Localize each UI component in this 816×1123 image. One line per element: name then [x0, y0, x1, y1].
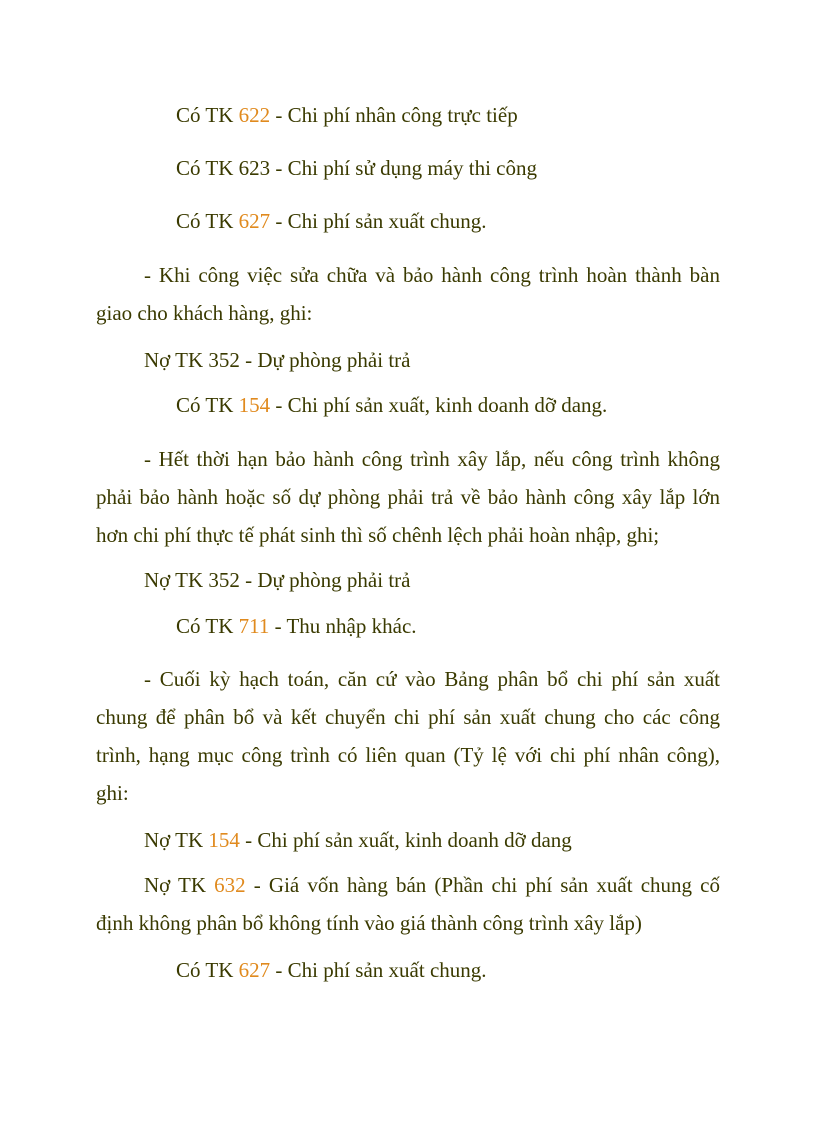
entry-description: - Giá vốn hàng bán (Phần chi phí sản xuất chung cố [245, 873, 720, 897]
entry-prefix: Có TK [176, 393, 239, 417]
paragraph-line: giao cho khách hàng, ghi: [96, 301, 313, 325]
entry-description: - Chi phí sản xuất, kinh doanh dỡ dang. [270, 393, 608, 417]
paragraph-line: - Hết thời hạn bảo hành công trình xây lắp, nếu công trình không [144, 447, 720, 471]
entry-description: - Dự phòng phải trả [239, 348, 411, 372]
paragraph-line: - Khi công việc sửa chữa và bảo hành công trình hoàn thành bàn [144, 263, 720, 287]
paragraph-line: chung để phân bổ và kết chuyển chi phí sản xuất chung cho các công [96, 705, 720, 729]
entry-prefix: Nợ TK [144, 348, 209, 372]
entry-credit-154 [176, 393, 607, 417]
entry-prefix: Nợ TK [144, 828, 209, 852]
entry-credit-623 [176, 156, 537, 180]
entry-credit-711 [176, 614, 417, 638]
entry-debit-352-second [144, 568, 411, 592]
paragraph-line: định không phân bổ không tính vào giá thành công trình xây lắp) [96, 911, 642, 935]
entry-credit-622 [176, 103, 518, 127]
paragraph-line [96, 866, 720, 904]
entry-credit-627 [176, 209, 487, 233]
account-number-link[interactable]: 627 [238, 209, 271, 233]
account-number-link[interactable]: 711 [238, 614, 270, 638]
entry-credit-627-second [176, 958, 487, 982]
account-number-link[interactable]: 632 [214, 873, 246, 897]
paragraph-line: ghi: [96, 781, 129, 805]
entry-prefix: Có TK [176, 614, 239, 638]
account-number-link[interactable]: 627 [238, 958, 271, 982]
entry-debit-154 [144, 828, 572, 852]
entry-description: - Thu nhập khác. [269, 614, 417, 638]
entry-prefix: Có TK [176, 958, 239, 982]
account-number-link[interactable]: 154 [208, 828, 240, 852]
account-number: 623 [238, 156, 271, 180]
entry-description: - Chi phí sản xuất, kinh doanh dỡ dang [239, 828, 572, 852]
account-number: 352 [208, 568, 240, 592]
paragraph-period-end [96, 660, 720, 812]
entry-description: - Dự phòng phải trả [239, 568, 411, 592]
entry-prefix: Có TK [176, 209, 239, 233]
account-number-link[interactable]: 154 [238, 393, 271, 417]
entry-prefix: Nợ TK [144, 568, 209, 592]
paragraph-warranty-expiry [96, 440, 720, 554]
paragraph-line: - Cuối kỳ hạch toán, căn cứ vào Bảng phân bổ chi phí sản xuất [144, 667, 720, 691]
entry-description: - Chi phí sản xuất chung. [270, 209, 487, 233]
paragraph-handover [96, 256, 720, 332]
entry-prefix: Có TK [176, 156, 239, 180]
paragraph-line: trình, hạng mục công trình có liên quan (Tỷ lệ với chi phí nhân công), [96, 743, 720, 767]
entry-prefix: Nợ TK [144, 873, 215, 897]
paragraph-debit-632 [96, 866, 720, 942]
entry-description: - Chi phí sản xuất chung. [270, 958, 487, 982]
paragraph-line: hơn chi phí thực tế phát sinh thì số chênh lệch phải hoàn nhập, ghi; [96, 523, 660, 547]
account-number: 352 [208, 348, 240, 372]
entry-description: - Chi phí sử dụng máy thi công [270, 156, 537, 180]
account-number-link[interactable]: 622 [238, 103, 271, 127]
entry-debit-352 [144, 348, 411, 372]
entry-description: - Chi phí nhân công trực tiếp [270, 103, 518, 127]
entry-prefix: Có TK [176, 103, 239, 127]
paragraph-line: phải bảo hành hoặc số dự phòng phải trả về bảo hành công xây lắp lớn [96, 485, 720, 509]
